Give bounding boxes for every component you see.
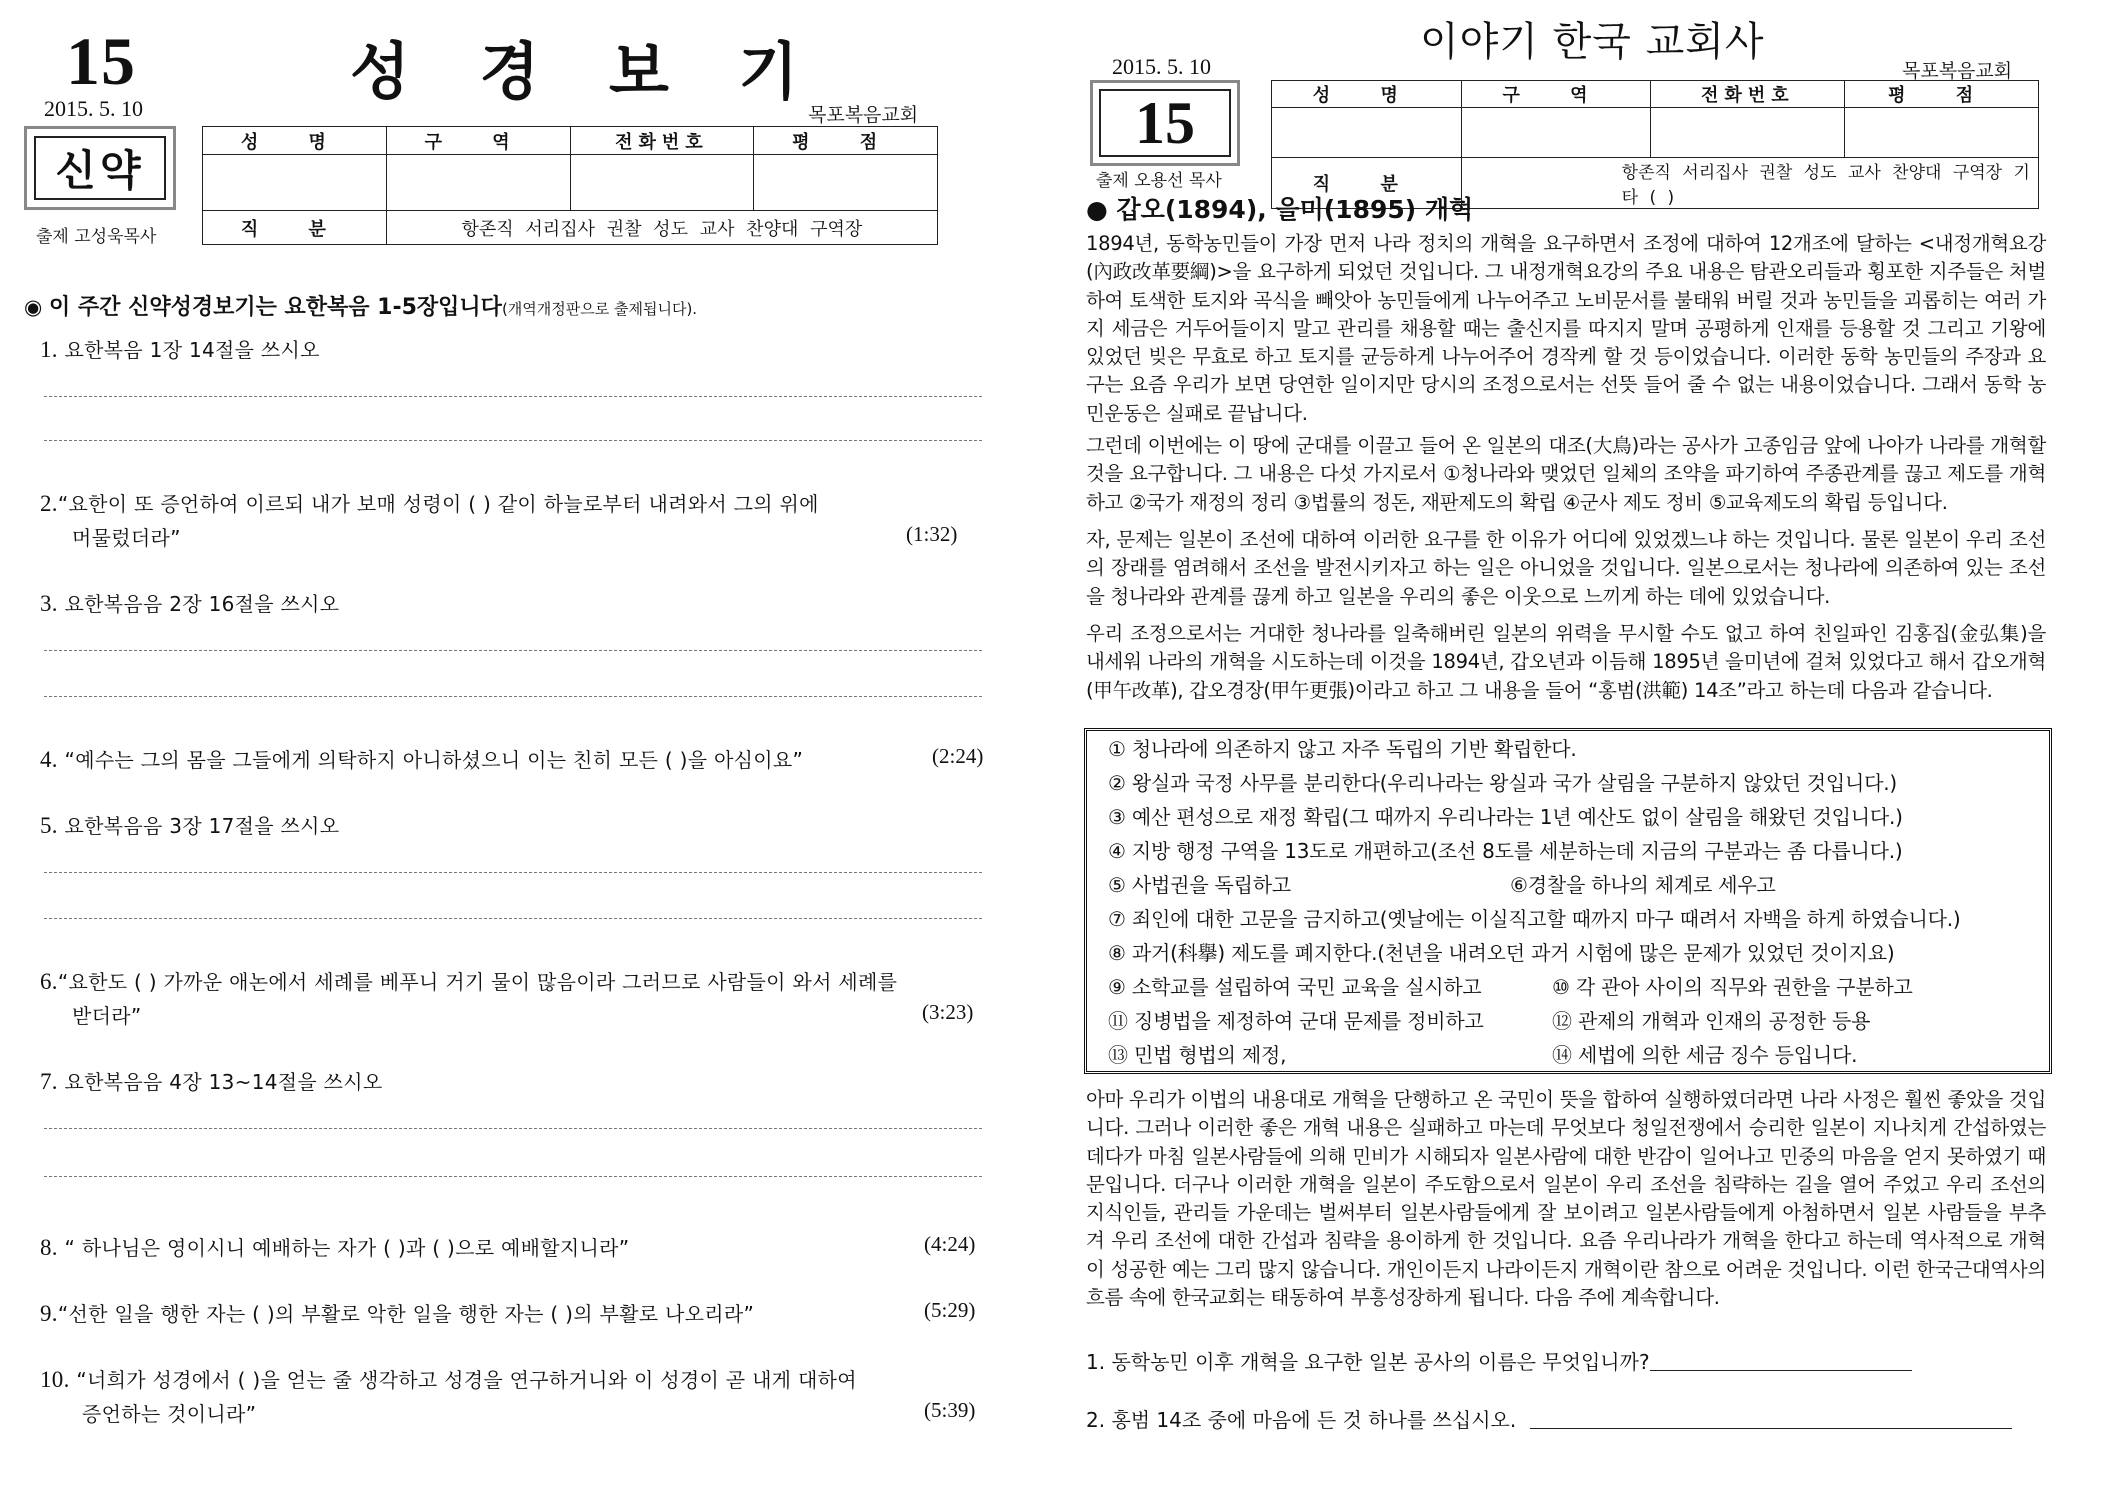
intro-text: 이 주간 신약성경보기는 요한복음 1-5장입니다 [49,295,502,320]
paragraph-5: 아마 우리가 이법의 내용대로 개혁을 단행하고 온 국민이 뜻을 합하여 실행하였더라면 나라 사정은 훨씬 좋았을 것입니다. 그러나 이러한 좋은 개혁 내용은 실패하고 마는데 무엇보다 청일전쟁에서 승리한 일본이 지나치게 간섭하였는데다가 마침 일본사람들에 의해 민비가 시해되자 일본사람에 대한 반감이 일어나고 민중의 마음을 얻지 못하였기 때문입니다. 더구나 이러한 개혁을 일본이 주도함으로서 일본이 우리 조선을 침략하는 길을 열어 주었고 우리 조선의 지식인들, 관리들 가운데는 벌써부터 일본사람들에게 잘 보이려고 일본사람들에게 아첨하면서 일본 사람들을 부추겨 우리 조선에 대한 간섭과 침략을 용이하게 한 것입니다. 요즘 우리나라가 개혁을 한다고 하는데 역사적으로 개혁이 성공한 예는 그리 많지 않습니다. 개인이든지 나라이든지 개혁이란 참으로 어려운 것입니다. 이런 한국근대역사의 흐름 속에 한국교회는 태동하여 부흥성장하게 됩니다. 다음 주에 계속합니다. [1086,1088,2046,1310]
answer-line[interactable] [44,440,982,441]
phone-field[interactable] [570,155,754,211]
issue-badge [1090,80,1240,166]
author: 출제 고성욱목사 [36,227,157,247]
paragraph-4: 우리 조정으로서는 거대한 청나라를 일축해버린 일본의 위력을 무시할 수도 없고 하여 친일파인 김홍집(金弘集)을 내세워 나라의 개혁을 시도하는데 이것을 1894년, 갑오년과 이듬해 1895년 을미년에 걸쳐 있었다고 해서 갑오개혁(甲午改革), 갑오경장(甲午更張)이라고 하고 그 내용을 들어 “홍범(洪範) 14조”라고 하는데 다음과 같습니다. [1086,622,2046,702]
reform-item: ⑫ 관제의 개혁과 인재의 공정한 등용 [1552,1009,1871,1033]
question-10 [40,1364,857,1393]
student-info-table [202,126,938,245]
question-text: “요한도 ( ) 가까운 애논에서 세례를 베푸니 거기 물이 많음이라 그러므로 사람들이 와서 세례를 [57,970,898,994]
answer-line[interactable] [44,650,982,651]
question-text: 요한복음음 4장 13~14절을 쓰시오 [64,1070,383,1094]
question-text: “선한 일을 행한 자는 ( )의 부활로 악한 일을 행한 자는 ( )의 부활로 나오리라” [57,1302,755,1326]
score-header: 평 점 [754,127,938,155]
question-text: “ 하나님은 영이시니 예배하는 자가 ( )과 ( )으로 예배할지니라” [64,1236,630,1260]
church-name: 목포복음교회 [1902,60,2013,82]
intro-note: (개역개정판으로 출제됩니다). [501,300,698,318]
name-header: 성 명 [203,127,387,155]
question-number: 7. [40,1069,58,1094]
district-field[interactable] [1461,108,1651,158]
district-header: 구 역 [386,127,570,155]
district-header: 구 역 [1461,81,1651,108]
question-number: 1. [40,337,58,362]
review-question-1: 1. 동학농민 이후 개혁을 요구한 일본 공사의 이름은 무엇입니까? [1086,1350,1650,1374]
paragraph-3: 자, 문제는 일본이 조선에 대하여 이러한 요구를 한 이유가 어디에 있었겠느냐 하는 것입니다. 물론 일본이 우리 조선의 장래를 염려해서 조선을 발전시키자고 하는 일은 아니었을 것입니다. 일본으로서는 청나라에 의존하여 있는 조선을 청나라와 관계를 끊게 하고 일본을 우리의 좋은 이웃으로 느끼게 하는 데에 있었습니다. [1086,528,2046,608]
score-field[interactable] [1845,108,2039,158]
answer-line[interactable] [1650,1370,1912,1371]
weekly-intro [24,290,697,321]
role-label: 직 분 [1272,158,1462,209]
question-text: “요한이 또 증언하여 이르되 내가 보매 성령이 ( ) 같이 하늘로부터 내려와서 그의 위에 [57,492,819,516]
church-name: 목포복음교회 [808,104,919,126]
question-number: 9. [40,1301,58,1326]
testament-badge [24,126,176,210]
review-question-2: 2. 홍범 14조 중에 마음에 든 것 하나를 쓰십시오. [1086,1408,1517,1432]
phone-field[interactable] [1651,108,1845,158]
testament-badge-label: 신약 [34,136,166,200]
role-options[interactable]: 항존직 서리집사 권찰 성도 교사 찬양대 구역장 기타 ( ) [1461,158,2038,209]
date: 2015. 5. 10 [1112,54,1211,79]
author: 출제 오용선 목사 [1096,171,1222,191]
question-9 [40,1298,754,1327]
answer-line[interactable] [44,396,982,397]
reform-item: ⑧ 과거(科擧) 제도를 폐지한다.(천년을 내려오던 과거 시험에 많은 문제가 있었던 것이지요) [1108,941,1895,965]
reform-item: ⑤ 사법권을 독립하고 [1108,873,1292,897]
district-field[interactable] [386,155,570,211]
paragraph-1: 1894년, 동학농민들이 가장 먼저 나라 정치의 개혁을 요구하면서 조정에 대하여 12개조에 달하는 <내정개혁요강(內政改革要綱)>을 요구하게 되었던 것입니다. 그 내정개혁요강의 주요 내용은 탐관오리들과 횡포한 지주들은 처벌하여 토색한 토지와 곡식을 빼앗아 농민들에게 나누어주고 노비문서를 불태워 버릴 것과 농민들을 괴롭히는 여러 가지 세금은 거두어들이지 말고 관리를 채용할 때는 출신지를 따지지 말며 공평하게 인재를 등용할 것 그리고 기왕에 있었던 빚은 무효로 하고 토지를 균등하게 나누어주어 경작케 할 것 등이었습니다. 이러한 동학 농민들의 주장과 요구는 요즘 우리가 보면 당연한 일이지만 당시의 조정으로서는 선뜻 들어 줄 수 없는 내용이었습니다. 그래서 동학 농민운동은 실패로 끝납니다. [1086,232,2046,425]
reform-item: ② 왕실과 국정 사무를 분리한다(우리나라는 왕실과 국가 살림을 구분하지 않았던 것입니다.) [1108,771,1897,795]
bullet-icon: ◉ [24,295,43,319]
answer-line[interactable] [44,1176,982,1177]
verse-ref: (4:24) [924,1232,976,1256]
score-header: 평 점 [1845,81,2039,108]
answer-line[interactable] [1530,1428,2012,1429]
question-8 [40,1232,629,1261]
question-number: 3. [40,591,58,616]
question-number: 6. [40,969,58,994]
issue-number: 15 [66,23,136,99]
question-4 [40,744,803,773]
reform-item: ⑨ 소학교를 설립하여 국민 교육을 실시하고 [1108,975,1482,999]
paragraph-2: 그런데 이번에는 이 땅에 군대를 이끌고 들어 온 일본의 대조(大鳥)라는 공사가 고종임금 앞에 나아가 나라를 개혁할 것을 요구합니다. 그 내용은 다섯 가지로서 ①청나라와 맺었던 일체의 조약을 파기하여 주종관계를 끊고 제도를 개혁하고 ②국가 재정의 정리 ③법률의 정돈, 재판제도의 확립 ④군사 제도 정비 ⑤교육제도의 확립 등입니다. [1086,434,2046,514]
name-field[interactable] [1272,108,1462,158]
question-6 [40,966,897,995]
verse-ref: (3:23) [922,1000,974,1024]
page-title: 성 경 보 기 [350,35,823,108]
question-5 [40,810,339,839]
name-field[interactable] [203,155,387,211]
verse-ref: (2:24) [932,744,984,768]
verse-ref: (5:29) [924,1298,976,1322]
question-number: 8. [40,1235,58,1260]
role-options[interactable]: 항존직 서리집사 권찰 성도 교사 찬양대 구역장 [386,211,937,245]
reform-item: ⑥경찰을 하나의 체계로 세우고 [1510,873,1776,897]
reform-item: ⑪ 징병법을 제정하여 군대 문제를 정비하고 [1108,1009,1484,1033]
reform-item: ⑦ 죄인에 대한 고문을 금지하고(옛날에는 이실직고할 때까지 마구 때려서 자백을 하게 하였습니다.) [1108,907,1961,931]
issue-number: 15 [1099,89,1231,157]
question-2 [40,488,819,517]
verse-ref: (5:39) [924,1398,976,1422]
reform-item: ① 청나라에 의존하지 않고 자주 독립의 기반 확립한다. [1108,737,1577,761]
answer-line[interactable] [44,1128,982,1129]
answer-line[interactable] [44,872,982,873]
question-1 [40,334,320,363]
answer-line[interactable] [44,696,982,697]
question-text: 요한복음음 3장 17절을 쓰시오 [64,814,340,838]
reform-item: ③ 예산 편성으로 재정 확립(그 때까지 우리나라는 1년 예산도 없이 살림을 해왔던 것입니다.) [1108,805,1903,829]
question-7 [40,1066,383,1095]
phone-header: 전화번호 [570,127,754,155]
question-number: 5. [40,813,58,838]
date: 2015. 5. 10 [44,96,143,121]
name-header: 성 명 [1272,81,1462,108]
question-10-cont: 증언하는 것이니라” [82,1402,257,1426]
question-number: 4. [40,747,58,772]
question-number: 2. [40,491,58,516]
score-field[interactable] [754,155,938,211]
reform-item: ⑭ 세법에 의한 세금 징수 등입니다. [1552,1043,1858,1067]
question-text: 요한복음 1장 14절을 쓰시오 [64,338,320,362]
verse-ref: (1:32) [906,522,958,546]
reform-item: ⑩ 각 관아 사이의 직무와 권한을 구분하고 [1552,975,1913,999]
question-2-cont: 머물렀더라” [72,526,181,550]
role-label: 직 분 [203,211,387,245]
reform-item: ⑬ 민법 형법의 제정, [1108,1043,1287,1067]
reform-item: ④ 지방 행정 구역을 13도로 개편하고(조선 8도를 세분하는데 지금의 구분과는 좀 다릅니다.) [1108,839,1903,863]
question-text: 요한복음음 2장 16절을 쓰시오 [64,592,340,616]
history-title: 이야기 한국 교회사 [1420,19,1765,65]
answer-line[interactable] [44,918,982,919]
question-text: “너희가 성경에서 ( )을 얻는 줄 생각하고 성경을 연구하거니와 이 성경이 곧 내게 대하여 [76,1368,857,1392]
phone-header: 전화번호 [1651,81,1845,108]
question-3 [40,588,339,617]
question-number: 10. [40,1367,70,1392]
question-6-cont: 받더라” [72,1004,142,1028]
section-heading: ● 갑오(1894), 을미(1895) 개혁 [1086,195,1474,224]
question-text: “예수는 그의 몸을 그들에게 의탁하지 아니하셨으니 이는 친히 모든 ( )을 아심이요” [64,748,804,772]
